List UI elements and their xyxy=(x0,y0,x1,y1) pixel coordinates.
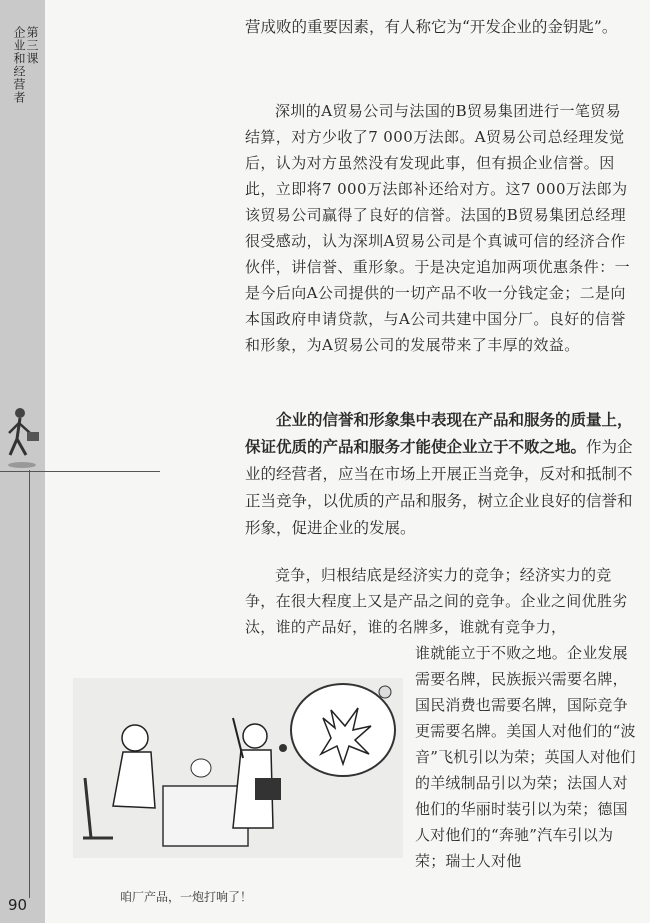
cartoon-illustration xyxy=(73,678,403,858)
paragraph-3-key-point xyxy=(245,407,640,542)
lesson-number: 第三课 xyxy=(25,26,39,65)
margin-vertical-rule xyxy=(29,470,30,898)
key-point-bold: 企业的信誉和形象集中表现在产品和服务的质量上，保证优质的产品和服务才能使企业立于不败之地。 xyxy=(245,411,633,456)
lesson-title xyxy=(8,26,38,104)
paragraph-2-story: 深圳的A贸易公司与法国的B贸易集团进行一笔贸易结算，对方少收了7 000万法郎。A贸易公司总经理发觉后，认为对方虽然没有发现此事，但有损企业信誉。因此，立即将7 000万法郎补还给对方。这7 000万法郎为该贸易公司赢得了良好的信誉。法国的B贸易集团总经理很受感动，认为深圳A贸易公司是个真诚可信的经济合作伙伴，讲信誉、重形象。于是决定追加两项优惠条件：一是今后向A公司提供的一切产品不收一分钱定金；二是向本国政府申请贷款，与A公司共建中国分厂。良好的信誉和形象，为A贸易公司的发展带来了丰厚的效益。 xyxy=(245,102,631,354)
key-point-rest: 作为企业的经营者，应当在市场上开展正当竞争，反对和抵制不正当竞争，以优质的产品和服务，树立企业良好的信誉和形象，促进企业的发展。 xyxy=(245,438,633,537)
page-number: 90 xyxy=(8,896,28,914)
lesson-topic: 企业和经营者 xyxy=(12,26,26,104)
illustration-caption: 咱厂产品，一炮打响了！ xyxy=(120,890,253,904)
paragraph-1: 营成败的重要因素，有人称它为“开发企业的金钥匙”。 xyxy=(245,18,618,36)
paragraph-4-continued: 谁就能立于不败之地。企业发展需要名牌，民族振兴需要名牌，国民消费也需要名牌，国际竞争更需要名牌。美国人对他们的“波音”飞机引以为荣；英国人对他们的羊绒制品引以为荣；法国人对他们的华丽时装引以为荣；德国人对他们的“奔驰”汽车引以为荣；瑞士人对他 xyxy=(415,644,636,870)
businessman-walking-icon xyxy=(0,405,45,471)
paragraph-4: 竞争，归根结底是经济实力的竞争；经济实力的竞争，在很大程度上又是产品之间的竞争。企业之间优胜劣汰，谁的产品好，谁的名牌多，谁就有竞争力， xyxy=(245,566,628,636)
margin-horizontal-rule xyxy=(0,471,160,472)
